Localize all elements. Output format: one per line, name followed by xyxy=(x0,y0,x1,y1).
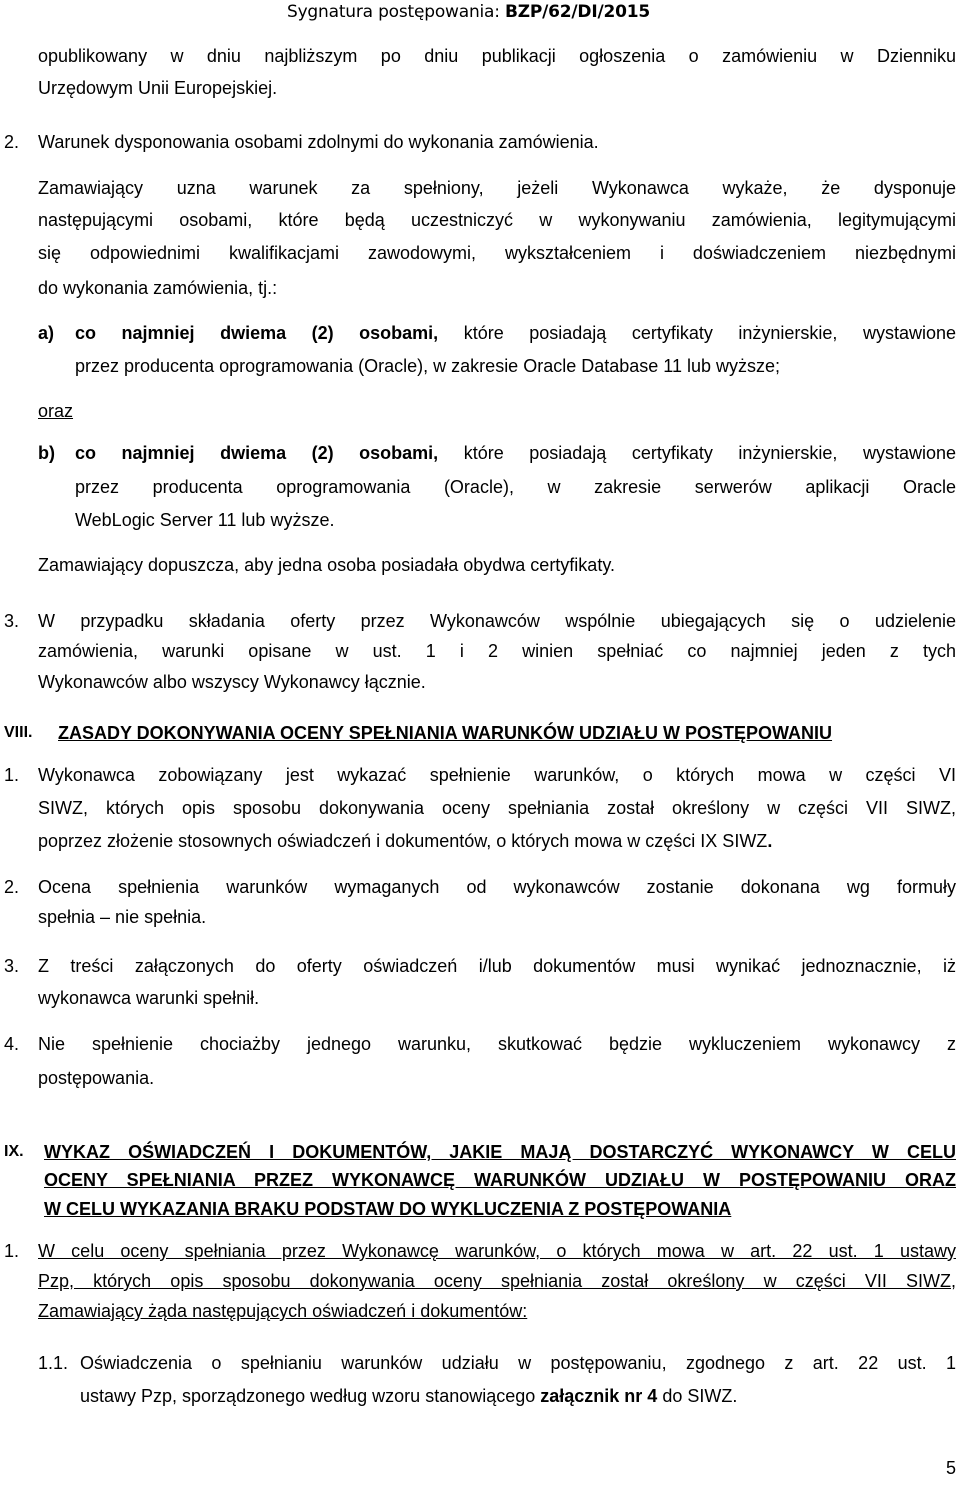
paragraph-line: Zamawiający uzna warunek za spełniony, jeżeli Wykonawca wykaże, że dysponuje xyxy=(38,178,956,198)
paragraph-line: Z treści załączonych do oferty oświadczeń i/lub dokumentów musi wynikać jednoznacznie, iż xyxy=(38,956,956,976)
page-header: Sygnatura postępowania: BZP/62/DI/2015 xyxy=(286,2,650,22)
section-heading: WYKAZ OŚWIADCZEŃ I DOKUMENTÓW, JAKIE MAJĄ DOSTARCZYĆ WYKONAWCY W CELU xyxy=(44,1142,956,1162)
paragraph-line: Oświadczenia o spełnianiu warunków udziału w postępowaniu, zgodnego z art. 22 ust. 1 xyxy=(80,1353,956,1373)
list-number: 1. xyxy=(4,765,20,785)
paragraph-line: SIWZ, których opis sposobu dokonywania oceny spełniania został określony w części VII SIWZ, xyxy=(38,798,956,818)
paragraph-line: Zamawiający dopuszcza, aby jedna osoba posiadała obydwa certyfikaty. xyxy=(38,555,615,575)
section-number: VIII. xyxy=(4,724,33,741)
list-item-line: co najmniej dwiema (2) osobami, które posiadają certyfikaty inżynierskie, wystawione xyxy=(75,323,956,343)
paragraph-line: zamówienia, warunki opisane w ust. 1 i 2 winien spełniać co najmniej jeden z tych xyxy=(38,641,956,661)
section-heading: Warunek dysponowania osobami zdolnymi do wykonania zamówienia. xyxy=(38,132,599,152)
list-item-line: przez producenta oprogramowania (Oracle), w zakresie serwerów aplikacji Oracle xyxy=(75,477,956,497)
page-number: 5 xyxy=(945,1458,956,1478)
paragraph-line: ustawy Pzp, sporządzonego według wzoru stanowiącego załącznik nr 4 do SIWZ. xyxy=(80,1386,738,1406)
connector-word: oraz xyxy=(38,401,74,421)
list-label: b) xyxy=(38,443,55,463)
paragraph-line: następującymi osobami, które będą uczestniczyć w wykonywaniu zamówienia, legitymującymi xyxy=(38,210,956,230)
list-number: 1. xyxy=(4,1241,20,1261)
list-number: 4. xyxy=(4,1034,20,1054)
list-item-line: co najmniej dwiema (2) osobami, które posiadają certyfikaty inżynierskie, wystawione xyxy=(75,443,956,463)
paragraph-line: poprzez złożenie stosownych oświadczeń i dokumentów, o których mowa w części IX SIWZ. xyxy=(38,831,773,851)
list-item-line: przez producenta oprogramowania (Oracle), w zakresie Oracle Database 11 lub wyższe; xyxy=(75,356,780,376)
section-heading: ZASADY DOKONYWANIA OCENY SPEŁNIANIA WARUNKÓW UDZIAŁU W POSTĘPOWANIU xyxy=(58,723,833,743)
paragraph-line: W przypadku składania oferty przez Wykonawców wspólnie ubiegających się o udzielenie xyxy=(38,611,956,631)
case-signature: BZP/62/DI/2015 xyxy=(505,2,650,22)
paragraph-line: spełnia – nie spełnia. xyxy=(38,907,207,927)
section-heading: W CELU WYKAZANIA BRAKU PODSTAW DO WYKLUCZENIA Z POSTĘPOWANIA xyxy=(44,1199,732,1219)
paragraph-line: się odpowiednimi kwalifikacjami zawodowymi, wykształceniem i doświadczeniem niezbędnymi xyxy=(38,243,956,263)
paragraph-line: Urzędowym Unii Europejskiej. xyxy=(38,78,278,98)
paragraph-line: Wykonawców albo wszyscy Wykonawcy łącznie. xyxy=(38,672,426,692)
paragraph-line: wykonawca warunki spełnił. xyxy=(38,988,260,1008)
list-number: 1.1. xyxy=(38,1353,69,1373)
paragraph-line: Pzp, których opis sposobu dokonywania oceny spełniania został określony w części VII SIWZ, xyxy=(38,1271,956,1291)
paragraph-line: Nie spełnienie chociażby jednego warunku, skutkować będzie wykluczeniem wykonawcy z xyxy=(38,1034,956,1054)
paragraph-line: Wykonawca zobowiązany jest wykazać spełnienie warunków, o których mowa w części VI xyxy=(38,765,956,785)
paragraph-line: Zamawiający żąda następujących oświadczeń i dokumentów: xyxy=(38,1301,528,1321)
list-item-line: WebLogic Server 11 lub wyższe. xyxy=(75,510,335,530)
paragraph-line: Ocena spełnienia warunków wymaganych od wykonawców zostanie dokonana wg formuły xyxy=(38,877,956,897)
paragraph-line: opublikowany w dniu najbliższym po dniu publikacji ogłoszenia o zamówieniu w Dzienniku xyxy=(38,46,956,66)
list-label: a) xyxy=(38,323,55,343)
paragraph-line: W celu oceny spełniania przez Wykonawcę warunków, o których mowa w art. 22 ust. 1 ustawy xyxy=(38,1241,956,1261)
list-number: 2. xyxy=(4,877,20,897)
list-number: 2. xyxy=(4,132,20,152)
section-heading: OCENY SPEŁNIANIA PRZEZ WYKONAWCĘ WARUNKÓW UDZIAŁU W POSTĘPOWANIU ORAZ xyxy=(44,1170,956,1190)
paragraph-line: do wykonania zamówienia, tj.: xyxy=(38,278,278,298)
list-number: 3. xyxy=(4,611,20,631)
paragraph-line: postępowania. xyxy=(38,1068,155,1088)
section-number: IX. xyxy=(4,1143,24,1160)
list-number: 3. xyxy=(4,956,20,976)
